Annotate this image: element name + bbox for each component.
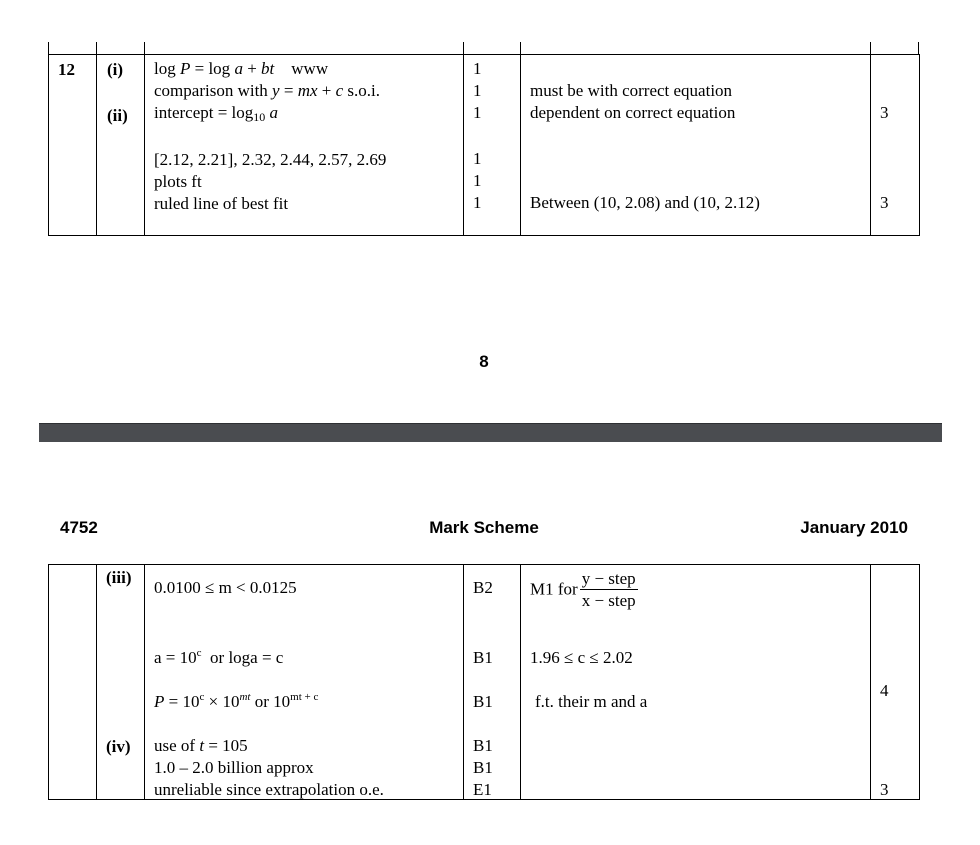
comment-m1-step: M1 for $\frac{\text{y − step}}{\text{x − step}}$	[530, 569, 636, 610]
page-number: 8	[479, 352, 489, 371]
totals-cell	[871, 565, 920, 800]
mark: B1	[473, 758, 493, 777]
part-label-cell	[97, 55, 145, 236]
marks-cell	[464, 55, 521, 236]
exam-date: January 2010	[800, 518, 908, 537]
answer-billion: 1.0 – 2.0 billion approx	[154, 758, 314, 777]
answer-line-plots: plots ft	[154, 172, 202, 191]
answer-line-best-fit: ruled line of best fit	[154, 194, 289, 213]
mark: B1	[473, 692, 493, 711]
www-note: www	[291, 59, 329, 78]
page-divider	[39, 423, 942, 442]
part-ii-label: (ii)	[107, 106, 128, 125]
part-i-label: (i)	[107, 60, 124, 79]
answer-unreliable: unreliable since extrapolation o.e.	[154, 780, 384, 799]
answer-cell	[145, 55, 464, 236]
totals-cell	[871, 55, 920, 236]
part-total: 3	[880, 193, 889, 212]
answer-cell	[145, 565, 464, 800]
paper-code: 4752	[60, 518, 98, 537]
document-title: Mark Scheme	[429, 518, 539, 537]
comment: dependent on correct equation	[530, 103, 736, 122]
answer-line-intercept: intercept = log10 a	[154, 103, 279, 124]
comment: must be with correct equation	[530, 81, 733, 100]
comment-ft: f.t. their m and a	[535, 692, 648, 711]
answer-line-values: [2.12, 2.21], 2.32, 2.44, 2.57, 2.69	[154, 150, 387, 169]
mark-scheme-table-1	[48, 54, 920, 236]
question-number: 12	[58, 60, 75, 79]
question-number-cell	[49, 565, 97, 800]
part-label-cell	[97, 565, 145, 800]
answer-use-of-t: use of t = 105	[154, 736, 248, 755]
part-iv-label: (iv)	[106, 737, 131, 756]
mark-scheme-table-2	[48, 564, 920, 800]
mark: 1	[473, 81, 482, 100]
comment-c-range: 1.96 ≤ c ≤ 2.02	[530, 648, 633, 667]
part-total: 4	[880, 681, 889, 700]
part-total: 3	[880, 103, 889, 122]
mark: B1	[473, 736, 493, 755]
answer-p-formula: $P = 10^c \times 10^{mt}$ or $10^{mt + c}$	[154, 691, 319, 711]
mark: 1	[473, 59, 482, 78]
mark: 1	[473, 149, 482, 168]
comments-cell	[521, 565, 871, 800]
comment: Between (10, 2.08) and (10, 2.12)	[530, 193, 760, 212]
answer-m-range: 0.0100 ≤ m < 0.0125	[154, 578, 297, 597]
part-iii-label: (iii)	[106, 568, 132, 587]
comments-cell	[521, 55, 871, 236]
mark: 1	[473, 103, 482, 122]
part-total: 3	[880, 780, 889, 799]
mark: 1	[473, 171, 482, 190]
mark: B2	[473, 578, 493, 597]
answer-a-value: $a = 10^c$ or loga = c	[154, 647, 284, 667]
mark: 1	[473, 193, 482, 212]
marks-cell	[464, 565, 521, 800]
answer-line-comparison: comparison with y = mx + c s.o.i.	[154, 81, 380, 100]
answer-line-log-equation: log P = log a + bt www	[154, 59, 329, 78]
question-number-cell	[49, 55, 97, 236]
mark: E1	[473, 780, 492, 799]
mark: B1	[473, 648, 493, 667]
